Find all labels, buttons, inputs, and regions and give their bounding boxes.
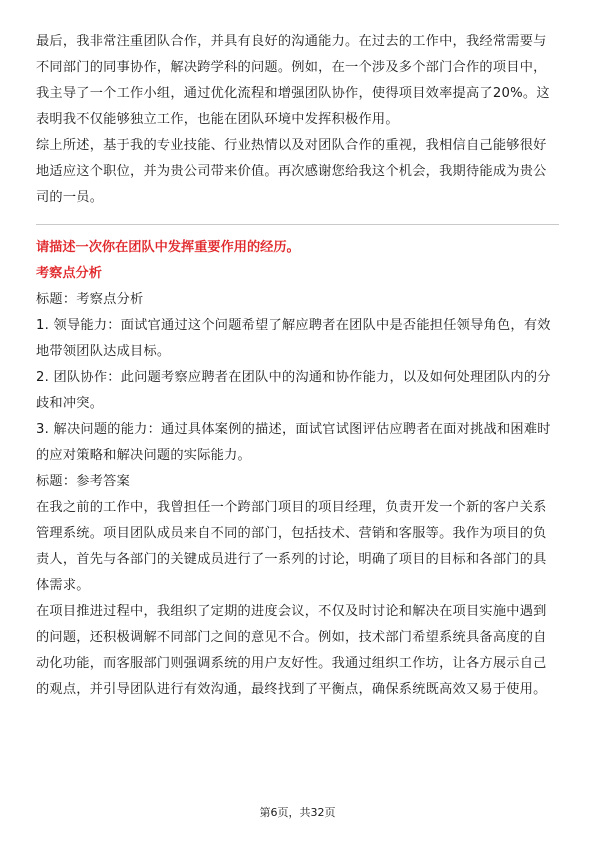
analysis-label: 标题：考察点分析 [36, 292, 144, 307]
answer-paragraph-2: 在项目推进过程中，我组织了定期的进度会议，不仅及时讨论和解决在项目实施中遇到的问题，还积极调解不同部门之间的意见不合。例如，技术部门希望系统具备高度的自动化功能，而客服部门则强调系统的用户友好性。我通过组织工作坊，让各方展示自己的观点，并引导团队进行有效沟通，最终找到了平衡点，确保系统既高效又易于使用。 [36, 604, 547, 697]
page-number-footer: 第6页，共32页 [259, 806, 336, 819]
intro-paragraph-2: 综上所述，基于我的专业技能、行业热情以及对团队合作的重视，我相信自己能够很好地适应这个职位，并为贵公司带来价值。再次感谢您给我这个机会，我期待能成为贵公司的一员。 [36, 138, 547, 205]
answer-paragraph-1: 在我之前的工作中，我曾担任一个跨部门项目的项目经理，负责开发一个新的客户关系管理系统。项目团队成员来自不同的部门，包括技术、营销和客服等。我作为项目的负责人，首先与各部门的关键成员进行了一系列的讨论，明确了项目的目标和各部门的具体需求。 [36, 500, 547, 593]
interview-question: 请描述一次你在团队中发挥重要作用的经历。 [36, 240, 300, 255]
analysis-point-1: 1. 领导能力：面试官通过这个问题希望了解应聘者在团队中是否能担任领导角色，有效地带领团队达成目标。 [36, 318, 551, 359]
analysis-point-2: 2. 团队协作：此问题考察应聘者在团队中的沟通和协作能力，以及如何处理团队内的分歧和冲突。 [36, 370, 551, 411]
page-content [36, 29, 559, 703]
analysis-heading: 考察点分析 [36, 266, 102, 281]
section-divider [36, 224, 559, 225]
answer-label: 标题：参考答案 [36, 474, 131, 489]
intro-paragraph-1: 最后，我非常注重团队合作，并具有良好的沟通能力。在过去的工作中，我经常需要与不同部门的同事协作，解决跨学科的问题。例如，在一个涉及多个部门合作的项目中，我主导了一个工作小组，通过优化流程和增强团队协作，使得项目效率提高了20%。这表明我不仅能够独立工作，也能在团队环境中发挥积极作用。 [36, 34, 550, 127]
analysis-point-3: 3. 解决问题的能力：通过具体案例的描述，面试官试图评估应聘者在面对挑战和困难时的应对策略和解决问题的实际能力。 [36, 422, 551, 463]
